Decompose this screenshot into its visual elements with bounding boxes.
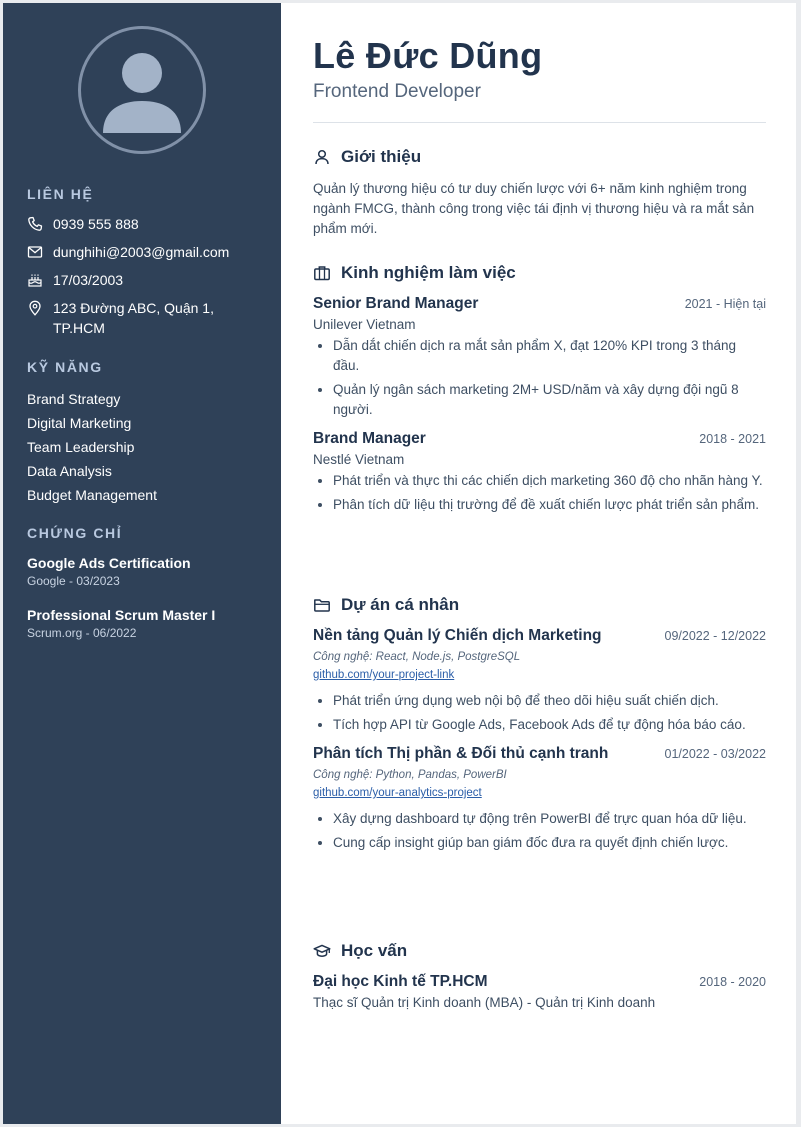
avatar-placeholder-icon <box>81 29 203 151</box>
project-title: Nền tảng Quản lý Chiến dịch Marketing <box>313 627 602 644</box>
email-text: dunghihi@2003@gmail.com <box>53 244 230 260</box>
education-title-text: Học vấn <box>341 941 408 960</box>
briefcase-icon <box>313 264 331 282</box>
project-item <box>313 745 766 853</box>
experience-title-text: Kinh nghiệm làm việc <box>341 263 516 282</box>
projects-title-text: Dự án cá nhân <box>341 595 460 614</box>
certs-heading: CHỨNG CHỈ <box>27 525 123 541</box>
experience-item <box>313 295 766 420</box>
education-section <box>313 941 766 1010</box>
user-icon <box>313 148 331 166</box>
job-date: 2018 - 2021 <box>699 432 766 446</box>
experience-title <box>313 263 766 283</box>
birthday-text: 17/03/2003 <box>53 272 124 288</box>
intro-text: Quản lý thương hiệu có tư duy chiến lược với 6+ năm kinh nghiệm trong ngành FMCG, thành công trong việc tái định vị thương hiệu và ra mắt sản phẩm mới. <box>313 181 755 236</box>
job-bullets <box>313 336 766 420</box>
sidebar <box>3 3 281 1124</box>
bullet-item: • Cung cấp insight giúp ban giám đốc đưa ra quyết định chiến lược. <box>333 833 766 853</box>
project-tech: Công nghệ: React, Node.js, PostgreSQL <box>313 651 521 663</box>
bullet-item: • Phát triển ứng dụng web nội bộ để theo dõi hiệu suất chiến dịch. <box>333 691 766 711</box>
projects-section <box>313 595 766 857</box>
skill-item: Brand Strategy <box>27 391 121 407</box>
bullet-item: • Tích hợp API từ Google Ads, Facebook Ads để tự động hóa báo cáo. <box>333 715 766 735</box>
job-bullets <box>313 471 766 515</box>
bullet-item: • Phân tích dữ liệu thị trường để đề xuất chiến lược phát triển sản phẩm. <box>333 495 766 515</box>
contact-birthday <box>27 270 263 290</box>
project-bullets <box>313 809 766 853</box>
mail-icon <box>27 244 43 260</box>
skills-section <box>27 359 263 507</box>
candidate-name: Lê Đức Dũng <box>313 35 543 76</box>
bullet-item: • Dẫn dắt chiến dịch ra mắt sản phẩm X, đạt 120% KPI trong 3 tháng đầu. <box>333 336 766 376</box>
project-date: 09/2022 - 12/2022 <box>664 629 766 643</box>
intro-section <box>313 147 766 239</box>
resume-page <box>3 3 796 1124</box>
project-link[interactable]: github.com/your-analytics-project <box>313 787 482 799</box>
job-company: Nestlé Vietnam <box>313 452 405 467</box>
job-company: Unilever Vietnam <box>313 317 416 332</box>
folder-icon <box>313 596 331 614</box>
skills-heading: KỸ NĂNG <box>27 359 103 375</box>
contact-section <box>27 186 263 346</box>
school-date: 2018 - 2020 <box>699 975 766 989</box>
project-link[interactable]: github.com/your-project-link <box>313 669 455 681</box>
skill-item: Data Analysis <box>27 463 112 479</box>
contact-email <box>27 242 263 262</box>
project-title: Phân tích Thị phần & Đối thủ cạnh tranh <box>313 745 609 762</box>
experience-item <box>313 430 766 515</box>
skill-item: Budget Management <box>27 487 157 503</box>
education-item <box>313 973 766 1010</box>
contact-phone <box>27 214 263 234</box>
cert-name: Google Ads Certification <box>27 555 191 571</box>
address-text: 123 Đường ABC, Quận 1, TP.HCM <box>53 300 214 336</box>
skill-item: Team Leadership <box>27 439 135 455</box>
job-title: Brand Manager <box>313 430 426 447</box>
project-tech: Công nghệ: Python, Pandas, PowerBI <box>313 769 507 781</box>
header-divider <box>313 122 766 123</box>
graduation-cap-icon <box>313 942 331 960</box>
bullet-item: • Quản lý ngân sách marketing 2M+ USD/năm và xây dựng đội ngũ 8 người. <box>333 380 766 420</box>
phone-icon <box>27 216 43 232</box>
intro-title <box>313 147 766 167</box>
location-pin-icon <box>27 300 43 316</box>
intro-title-text: Giới thiệu <box>341 147 422 166</box>
main-content <box>281 3 796 1124</box>
bullet-item: • Phát triển và thực thi các chiến dịch marketing 360 độ cho nhãn hàng Y. <box>333 471 766 491</box>
project-date: 01/2022 - 03/2022 <box>664 747 766 761</box>
certs-section <box>27 525 263 657</box>
avatar <box>78 26 206 154</box>
candidate-role: Frontend Developer <box>313 81 481 102</box>
cert-meta: Scrum.org - 06/2022 <box>27 626 137 640</box>
experience-section <box>313 263 766 519</box>
contact-address <box>27 298 263 338</box>
skill-item: Digital Marketing <box>27 415 132 431</box>
cert-name: Professional Scrum Master I <box>27 607 216 623</box>
school-name: Đại học Kinh tế TP.HCM <box>313 973 488 990</box>
contact-heading: LIÊN HỆ <box>27 186 94 202</box>
phone-text: 0939 555 888 <box>53 216 139 232</box>
projects-title <box>313 595 766 615</box>
job-title: Senior Brand Manager <box>313 295 479 312</box>
project-bullets <box>313 691 766 735</box>
school-degree: Thạc sĩ Quản trị Kinh doanh (MBA) - Quản trị Kinh doanh <box>313 995 656 1010</box>
job-date: 2021 - Hiện tại <box>684 297 766 311</box>
bullet-item: • Xây dựng dashboard tự động trên PowerBI để trực quan hóa dữ liệu. <box>333 809 766 829</box>
project-item <box>313 627 766 735</box>
cake-icon <box>27 272 43 288</box>
cert-meta: Google - 03/2023 <box>27 574 120 588</box>
education-title <box>313 941 766 961</box>
